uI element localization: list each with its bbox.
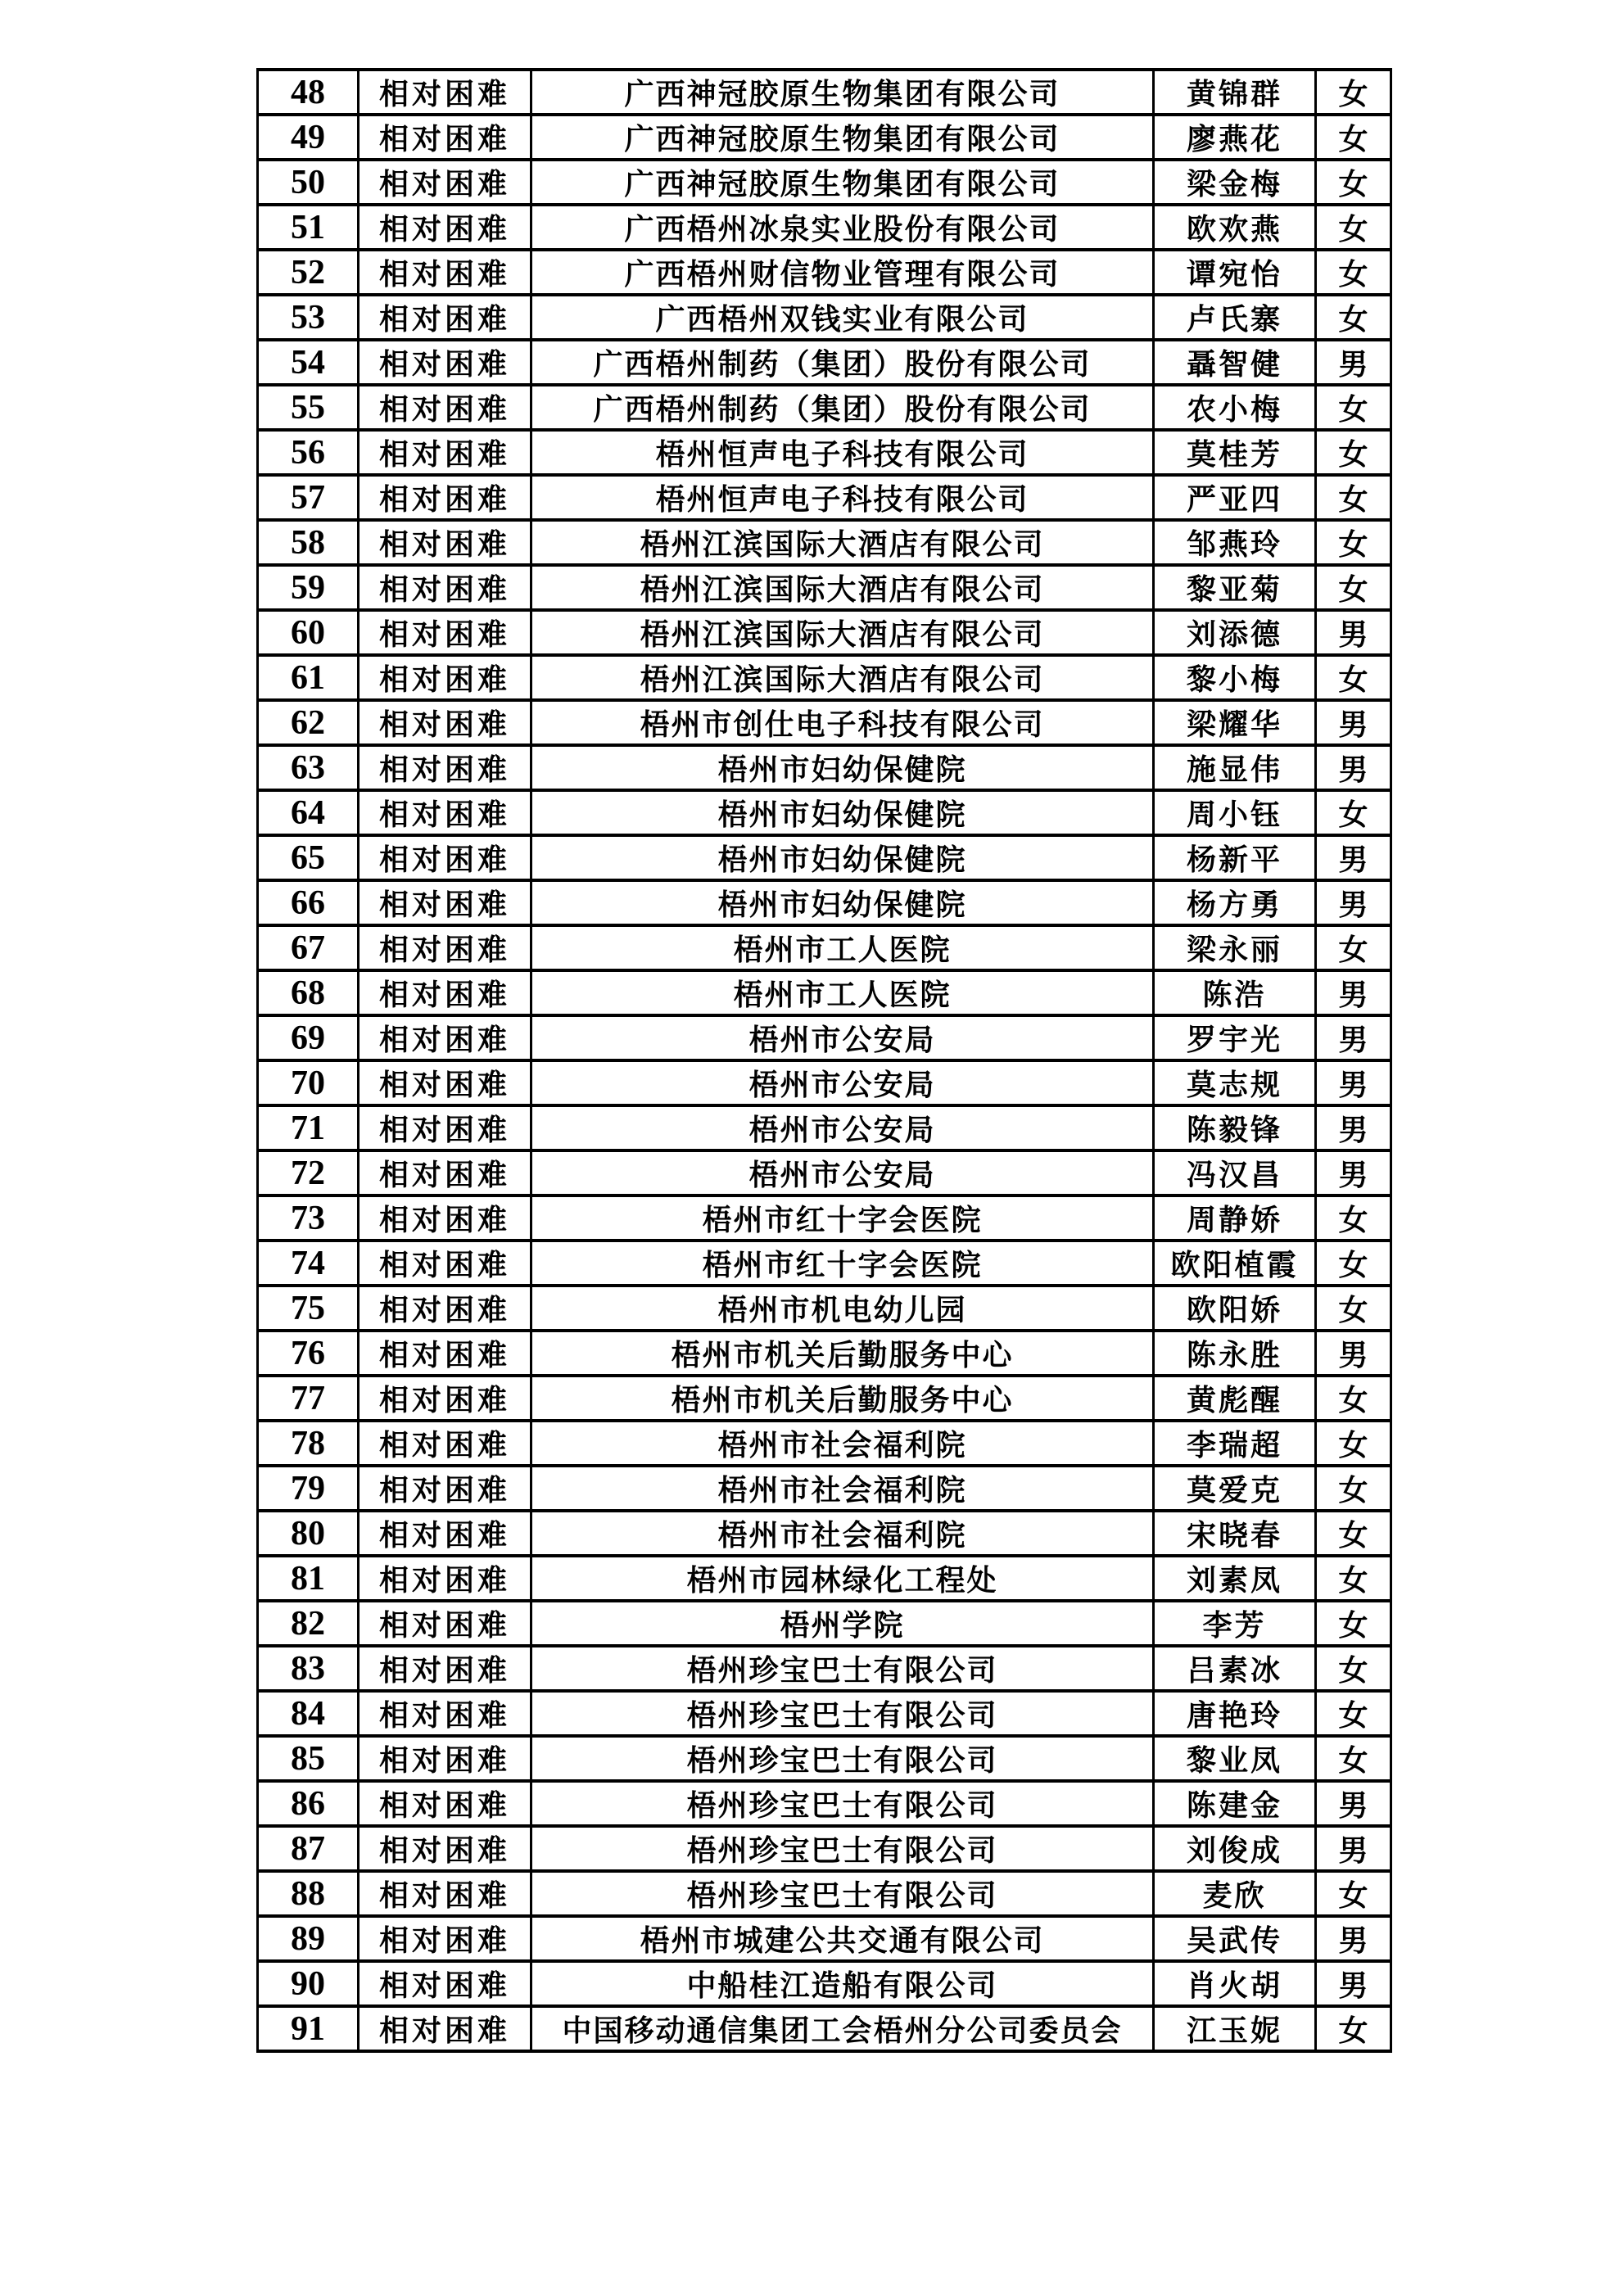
gender-cell: 女 bbox=[1316, 1601, 1391, 1646]
row-number-cell: 57 bbox=[258, 475, 359, 520]
hardship-category-cell: 相对困难 bbox=[359, 1736, 531, 1781]
employer-cell: 梧州市妇幼保健院 bbox=[531, 835, 1154, 880]
gender-cell: 男 bbox=[1316, 1961, 1391, 2006]
hardship-category-cell: 相对困难 bbox=[359, 295, 531, 340]
gender-cell: 男 bbox=[1316, 1916, 1391, 1961]
gender-cell: 女 bbox=[1316, 1466, 1391, 1511]
person-name-cell: 冯汉昌 bbox=[1154, 1150, 1316, 1195]
gender-cell: 男 bbox=[1316, 880, 1391, 925]
person-name-cell: 欧欢燕 bbox=[1154, 205, 1316, 250]
gender-cell: 女 bbox=[1316, 475, 1391, 520]
row-number-cell: 48 bbox=[258, 70, 359, 115]
employer-cell: 梧州市公安局 bbox=[531, 1105, 1154, 1150]
table-row bbox=[258, 1466, 1391, 1511]
hardship-category-cell: 相对困难 bbox=[359, 1421, 531, 1466]
row-number-cell: 50 bbox=[258, 160, 359, 205]
row-number-cell: 59 bbox=[258, 565, 359, 610]
hardship-category-cell: 相对困难 bbox=[359, 1105, 531, 1150]
table-row bbox=[258, 205, 1391, 250]
person-name-cell: 黎亚菊 bbox=[1154, 565, 1316, 610]
table-row bbox=[258, 1916, 1391, 1961]
employer-cell: 梧州江滨国际大酒店有限公司 bbox=[531, 610, 1154, 655]
table-row bbox=[258, 1646, 1391, 1691]
hardship-category-cell: 相对困难 bbox=[359, 1286, 531, 1331]
employer-cell: 梧州市妇幼保健院 bbox=[531, 880, 1154, 925]
hardship-category-cell: 相对困难 bbox=[359, 835, 531, 880]
row-number-cell: 61 bbox=[258, 655, 359, 700]
person-name-cell: 陈建金 bbox=[1154, 1781, 1316, 1826]
row-number-cell: 55 bbox=[258, 385, 359, 430]
gender-cell: 男 bbox=[1316, 700, 1391, 745]
employer-cell: 梧州学院 bbox=[531, 1601, 1154, 1646]
hardship-category-cell: 相对困难 bbox=[359, 1961, 531, 2006]
table-row bbox=[258, 565, 1391, 610]
table-row bbox=[258, 1150, 1391, 1195]
hardship-category-cell: 相对困难 bbox=[359, 1511, 531, 1556]
row-number-cell: 60 bbox=[258, 610, 359, 655]
gender-cell: 女 bbox=[1316, 1646, 1391, 1691]
gender-cell: 男 bbox=[1316, 835, 1391, 880]
table-row bbox=[258, 1421, 1391, 1466]
person-name-cell: 宋晓春 bbox=[1154, 1511, 1316, 1556]
gender-cell: 女 bbox=[1316, 1511, 1391, 1556]
table-row bbox=[258, 1105, 1391, 1150]
hardship-category-cell: 相对困难 bbox=[359, 925, 531, 970]
person-name-cell: 莫爱克 bbox=[1154, 1466, 1316, 1511]
gender-cell: 男 bbox=[1316, 1150, 1391, 1195]
hardship-category-cell: 相对困难 bbox=[359, 205, 531, 250]
row-number-cell: 79 bbox=[258, 1466, 359, 1511]
row-number-cell: 68 bbox=[258, 970, 359, 1015]
gender-cell: 男 bbox=[1316, 1826, 1391, 1871]
table-row bbox=[258, 970, 1391, 1015]
person-name-cell: 廖燕花 bbox=[1154, 115, 1316, 160]
gender-cell: 男 bbox=[1316, 1781, 1391, 1826]
gender-cell: 男 bbox=[1316, 610, 1391, 655]
row-number-cell: 64 bbox=[258, 790, 359, 835]
hardship-category-cell: 相对困难 bbox=[359, 1331, 531, 1376]
gender-cell: 女 bbox=[1316, 925, 1391, 970]
hardship-category-cell: 相对困难 bbox=[359, 1241, 531, 1286]
row-number-cell: 66 bbox=[258, 880, 359, 925]
table-row bbox=[258, 295, 1391, 340]
gender-cell: 男 bbox=[1316, 1015, 1391, 1060]
person-name-cell: 邹燕玲 bbox=[1154, 520, 1316, 565]
table-row bbox=[258, 1871, 1391, 1916]
row-number-cell: 88 bbox=[258, 1871, 359, 1916]
employer-cell: 梧州江滨国际大酒店有限公司 bbox=[531, 565, 1154, 610]
row-number-cell: 91 bbox=[258, 2006, 359, 2051]
employer-cell: 梧州市公安局 bbox=[531, 1015, 1154, 1060]
row-number-cell: 65 bbox=[258, 835, 359, 880]
person-name-cell: 罗宇光 bbox=[1154, 1015, 1316, 1060]
person-name-cell: 黎小梅 bbox=[1154, 655, 1316, 700]
employer-cell: 梧州珍宝巴士有限公司 bbox=[531, 1826, 1154, 1871]
person-name-cell: 杨方勇 bbox=[1154, 880, 1316, 925]
employer-cell: 广西神冠胶原生物集团有限公司 bbox=[531, 70, 1154, 115]
row-number-cell: 56 bbox=[258, 430, 359, 475]
row-number-cell: 71 bbox=[258, 1105, 359, 1150]
table-row bbox=[258, 880, 1391, 925]
table-row bbox=[258, 1331, 1391, 1376]
row-number-cell: 82 bbox=[258, 1601, 359, 1646]
gender-cell: 女 bbox=[1316, 160, 1391, 205]
row-number-cell: 73 bbox=[258, 1195, 359, 1241]
gender-cell: 男 bbox=[1316, 745, 1391, 790]
table-row bbox=[258, 1826, 1391, 1871]
gender-cell: 女 bbox=[1316, 1376, 1391, 1421]
employer-cell: 梧州市社会福利院 bbox=[531, 1421, 1154, 1466]
hardship-category-cell: 相对困难 bbox=[359, 1466, 531, 1511]
hardship-category-cell: 相对困难 bbox=[359, 1916, 531, 1961]
person-name-cell: 严亚四 bbox=[1154, 475, 1316, 520]
row-number-cell: 78 bbox=[258, 1421, 359, 1466]
person-name-cell: 聶智健 bbox=[1154, 340, 1316, 385]
person-name-cell: 吴武传 bbox=[1154, 1916, 1316, 1961]
person-name-cell: 莫志规 bbox=[1154, 1060, 1316, 1105]
roster-table bbox=[256, 68, 1392, 2053]
person-name-cell: 谭宛怡 bbox=[1154, 250, 1316, 295]
person-name-cell: 陈永胜 bbox=[1154, 1331, 1316, 1376]
hardship-category-cell: 相对困难 bbox=[359, 1601, 531, 1646]
employer-cell: 梧州市城建公共交通有限公司 bbox=[531, 1916, 1154, 1961]
person-name-cell: 卢氏寨 bbox=[1154, 295, 1316, 340]
person-name-cell: 梁耀华 bbox=[1154, 700, 1316, 745]
employer-cell: 广西神冠胶原生物集团有限公司 bbox=[531, 160, 1154, 205]
gender-cell: 女 bbox=[1316, 115, 1391, 160]
employer-cell: 梧州珍宝巴士有限公司 bbox=[531, 1781, 1154, 1826]
person-name-cell: 黎业凤 bbox=[1154, 1736, 1316, 1781]
hardship-category-cell: 相对困难 bbox=[359, 1871, 531, 1916]
employer-cell: 梧州市妇幼保健院 bbox=[531, 790, 1154, 835]
gender-cell: 女 bbox=[1316, 295, 1391, 340]
hardship-category-cell: 相对困难 bbox=[359, 385, 531, 430]
row-number-cell: 75 bbox=[258, 1286, 359, 1331]
row-number-cell: 80 bbox=[258, 1511, 359, 1556]
gender-cell: 女 bbox=[1316, 1286, 1391, 1331]
gender-cell: 女 bbox=[1316, 1195, 1391, 1241]
gender-cell: 男 bbox=[1316, 1331, 1391, 1376]
gender-cell: 男 bbox=[1316, 340, 1391, 385]
hardship-category-cell: 相对困难 bbox=[359, 655, 531, 700]
row-number-cell: 62 bbox=[258, 700, 359, 745]
table-row bbox=[258, 520, 1391, 565]
employer-cell: 广西梧州冰泉实业股份有限公司 bbox=[531, 205, 1154, 250]
table-row bbox=[258, 925, 1391, 970]
employer-cell: 梧州市园林绿化工程处 bbox=[531, 1556, 1154, 1601]
employer-cell: 梧州市公安局 bbox=[531, 1150, 1154, 1195]
employer-cell: 梧州市工人医院 bbox=[531, 925, 1154, 970]
row-number-cell: 54 bbox=[258, 340, 359, 385]
hardship-category-cell: 相对困难 bbox=[359, 1195, 531, 1241]
hardship-category-cell: 相对困难 bbox=[359, 1826, 531, 1871]
table-row bbox=[258, 835, 1391, 880]
hardship-category-cell: 相对困难 bbox=[359, 700, 531, 745]
person-name-cell: 梁金梅 bbox=[1154, 160, 1316, 205]
employer-cell: 梧州市红十字会医院 bbox=[531, 1195, 1154, 1241]
gender-cell: 男 bbox=[1316, 1060, 1391, 1105]
table-row bbox=[258, 250, 1391, 295]
hardship-category-cell: 相对困难 bbox=[359, 2006, 531, 2051]
person-name-cell: 陈毅锋 bbox=[1154, 1105, 1316, 1150]
row-number-cell: 67 bbox=[258, 925, 359, 970]
hardship-category-cell: 相对困难 bbox=[359, 970, 531, 1015]
employer-cell: 梧州江滨国际大酒店有限公司 bbox=[531, 520, 1154, 565]
person-name-cell: 梁永丽 bbox=[1154, 925, 1316, 970]
hardship-category-cell: 相对困难 bbox=[359, 475, 531, 520]
hardship-category-cell: 相对困难 bbox=[359, 160, 531, 205]
table-row bbox=[258, 1781, 1391, 1826]
person-name-cell: 刘素凤 bbox=[1154, 1556, 1316, 1601]
person-name-cell: 杨新平 bbox=[1154, 835, 1316, 880]
gender-cell: 女 bbox=[1316, 430, 1391, 475]
person-name-cell: 欧阳娇 bbox=[1154, 1286, 1316, 1331]
person-name-cell: 施显伟 bbox=[1154, 745, 1316, 790]
table-row bbox=[258, 700, 1391, 745]
employer-cell: 广西神冠胶原生物集团有限公司 bbox=[531, 115, 1154, 160]
employer-cell: 梧州市机电幼儿园 bbox=[531, 1286, 1154, 1331]
hardship-category-cell: 相对困难 bbox=[359, 340, 531, 385]
hardship-category-cell: 相对困难 bbox=[359, 1781, 531, 1826]
gender-cell: 女 bbox=[1316, 1736, 1391, 1781]
table-row bbox=[258, 1556, 1391, 1601]
hardship-category-cell: 相对困难 bbox=[359, 1691, 531, 1736]
row-number-cell: 86 bbox=[258, 1781, 359, 1826]
gender-cell: 女 bbox=[1316, 250, 1391, 295]
employer-cell: 广西梧州双钱实业有限公司 bbox=[531, 295, 1154, 340]
table-row bbox=[258, 1511, 1391, 1556]
person-name-cell: 吕素冰 bbox=[1154, 1646, 1316, 1691]
row-number-cell: 85 bbox=[258, 1736, 359, 1781]
gender-cell: 女 bbox=[1316, 2006, 1391, 2051]
employer-cell: 梧州江滨国际大酒店有限公司 bbox=[531, 655, 1154, 700]
gender-cell: 女 bbox=[1316, 790, 1391, 835]
gender-cell: 女 bbox=[1316, 565, 1391, 610]
table-row bbox=[258, 430, 1391, 475]
table-row bbox=[258, 1961, 1391, 2006]
row-number-cell: 53 bbox=[258, 295, 359, 340]
table-row bbox=[258, 1736, 1391, 1781]
hardship-category-cell: 相对困难 bbox=[359, 1646, 531, 1691]
employer-cell: 梧州市妇幼保健院 bbox=[531, 745, 1154, 790]
person-name-cell: 黄锦群 bbox=[1154, 70, 1316, 115]
table-row bbox=[258, 790, 1391, 835]
employer-cell: 梧州市红十字会医院 bbox=[531, 1241, 1154, 1286]
table-row bbox=[258, 70, 1391, 115]
employer-cell: 广西梧州制药（集团）股份有限公司 bbox=[531, 340, 1154, 385]
gender-cell: 女 bbox=[1316, 520, 1391, 565]
employer-cell: 中船桂江造船有限公司 bbox=[531, 1961, 1154, 2006]
gender-cell: 女 bbox=[1316, 1421, 1391, 1466]
employer-cell: 梧州市工人医院 bbox=[531, 970, 1154, 1015]
row-number-cell: 84 bbox=[258, 1691, 359, 1736]
hardship-category-cell: 相对困难 bbox=[359, 880, 531, 925]
hardship-category-cell: 相对困难 bbox=[359, 610, 531, 655]
table-row bbox=[258, 1601, 1391, 1646]
person-name-cell: 肖火胡 bbox=[1154, 1961, 1316, 2006]
employer-cell: 梧州市机关后勤服务中心 bbox=[531, 1331, 1154, 1376]
person-name-cell: 江玉妮 bbox=[1154, 2006, 1316, 2051]
person-name-cell: 李芳 bbox=[1154, 1601, 1316, 1646]
row-number-cell: 63 bbox=[258, 745, 359, 790]
hardship-category-cell: 相对困难 bbox=[359, 1015, 531, 1060]
row-number-cell: 69 bbox=[258, 1015, 359, 1060]
person-name-cell: 刘俊成 bbox=[1154, 1826, 1316, 1871]
gender-cell: 女 bbox=[1316, 1556, 1391, 1601]
gender-cell: 女 bbox=[1316, 1871, 1391, 1916]
row-number-cell: 74 bbox=[258, 1241, 359, 1286]
table-row bbox=[258, 610, 1391, 655]
table-row bbox=[258, 1376, 1391, 1421]
hardship-category-cell: 相对困难 bbox=[359, 70, 531, 115]
hardship-category-cell: 相对困难 bbox=[359, 430, 531, 475]
table-row bbox=[258, 340, 1391, 385]
table-row bbox=[258, 1286, 1391, 1331]
row-number-cell: 72 bbox=[258, 1150, 359, 1195]
hardship-category-cell: 相对困难 bbox=[359, 1060, 531, 1105]
person-name-cell: 周小钰 bbox=[1154, 790, 1316, 835]
hardship-category-cell: 相对困难 bbox=[359, 1150, 531, 1195]
table-row bbox=[258, 745, 1391, 790]
row-number-cell: 51 bbox=[258, 205, 359, 250]
row-number-cell: 52 bbox=[258, 250, 359, 295]
row-number-cell: 70 bbox=[258, 1060, 359, 1105]
row-number-cell: 89 bbox=[258, 1916, 359, 1961]
hardship-category-cell: 相对困难 bbox=[359, 250, 531, 295]
person-name-cell: 刘添德 bbox=[1154, 610, 1316, 655]
row-number-cell: 77 bbox=[258, 1376, 359, 1421]
row-number-cell: 81 bbox=[258, 1556, 359, 1601]
employer-cell: 梧州恒声电子科技有限公司 bbox=[531, 475, 1154, 520]
person-name-cell: 莫桂芳 bbox=[1154, 430, 1316, 475]
gender-cell: 女 bbox=[1316, 655, 1391, 700]
employer-cell: 梧州珍宝巴士有限公司 bbox=[531, 1646, 1154, 1691]
employer-cell: 梧州珍宝巴士有限公司 bbox=[531, 1871, 1154, 1916]
person-name-cell: 农小梅 bbox=[1154, 385, 1316, 430]
table-row bbox=[258, 385, 1391, 430]
gender-cell: 男 bbox=[1316, 1105, 1391, 1150]
table-row bbox=[258, 160, 1391, 205]
gender-cell: 女 bbox=[1316, 1241, 1391, 1286]
table-row bbox=[258, 1015, 1391, 1060]
table-row bbox=[258, 1691, 1391, 1736]
employer-cell: 梧州市公安局 bbox=[531, 1060, 1154, 1105]
person-name-cell: 唐艳玲 bbox=[1154, 1691, 1316, 1736]
gender-cell: 女 bbox=[1316, 1691, 1391, 1736]
gender-cell: 女 bbox=[1316, 385, 1391, 430]
employer-cell: 广西梧州制药（集团）股份有限公司 bbox=[531, 385, 1154, 430]
row-number-cell: 83 bbox=[258, 1646, 359, 1691]
table-row bbox=[258, 655, 1391, 700]
hardship-category-cell: 相对困难 bbox=[359, 790, 531, 835]
person-name-cell: 麦欣 bbox=[1154, 1871, 1316, 1916]
gender-cell: 男 bbox=[1316, 970, 1391, 1015]
gender-cell: 女 bbox=[1316, 70, 1391, 115]
roster-table-body bbox=[258, 70, 1391, 2051]
table-row bbox=[258, 1060, 1391, 1105]
person-name-cell: 欧阳植霞 bbox=[1154, 1241, 1316, 1286]
table-row bbox=[258, 2006, 1391, 2051]
row-number-cell: 49 bbox=[258, 115, 359, 160]
table-row bbox=[258, 1195, 1391, 1241]
table-row bbox=[258, 475, 1391, 520]
employer-cell: 梧州珍宝巴士有限公司 bbox=[531, 1736, 1154, 1781]
employer-cell: 梧州恒声电子科技有限公司 bbox=[531, 430, 1154, 475]
gender-cell: 女 bbox=[1316, 205, 1391, 250]
employer-cell: 梧州珍宝巴士有限公司 bbox=[531, 1691, 1154, 1736]
employer-cell: 广西梧州财信物业管理有限公司 bbox=[531, 250, 1154, 295]
hardship-category-cell: 相对困难 bbox=[359, 565, 531, 610]
row-number-cell: 90 bbox=[258, 1961, 359, 2006]
employer-cell: 梧州市社会福利院 bbox=[531, 1466, 1154, 1511]
hardship-category-cell: 相对困难 bbox=[359, 115, 531, 160]
employer-cell: 梧州市机关后勤服务中心 bbox=[531, 1376, 1154, 1421]
employer-cell: 中国移动通信集团工会梧州分公司委员会 bbox=[531, 2006, 1154, 2051]
employer-cell: 梧州市社会福利院 bbox=[531, 1511, 1154, 1556]
person-name-cell: 李瑞超 bbox=[1154, 1421, 1316, 1466]
row-number-cell: 58 bbox=[258, 520, 359, 565]
table-row bbox=[258, 1241, 1391, 1286]
hardship-category-cell: 相对困难 bbox=[359, 520, 531, 565]
person-name-cell: 陈浩 bbox=[1154, 970, 1316, 1015]
person-name-cell: 周静娇 bbox=[1154, 1195, 1316, 1241]
hardship-category-cell: 相对困难 bbox=[359, 745, 531, 790]
table-row bbox=[258, 115, 1391, 160]
hardship-category-cell: 相对困难 bbox=[359, 1556, 531, 1601]
row-number-cell: 76 bbox=[258, 1331, 359, 1376]
row-number-cell: 87 bbox=[258, 1826, 359, 1871]
hardship-category-cell: 相对困难 bbox=[359, 1376, 531, 1421]
employer-cell: 梧州市创仕电子科技有限公司 bbox=[531, 700, 1154, 745]
person-name-cell: 黄彪醒 bbox=[1154, 1376, 1316, 1421]
